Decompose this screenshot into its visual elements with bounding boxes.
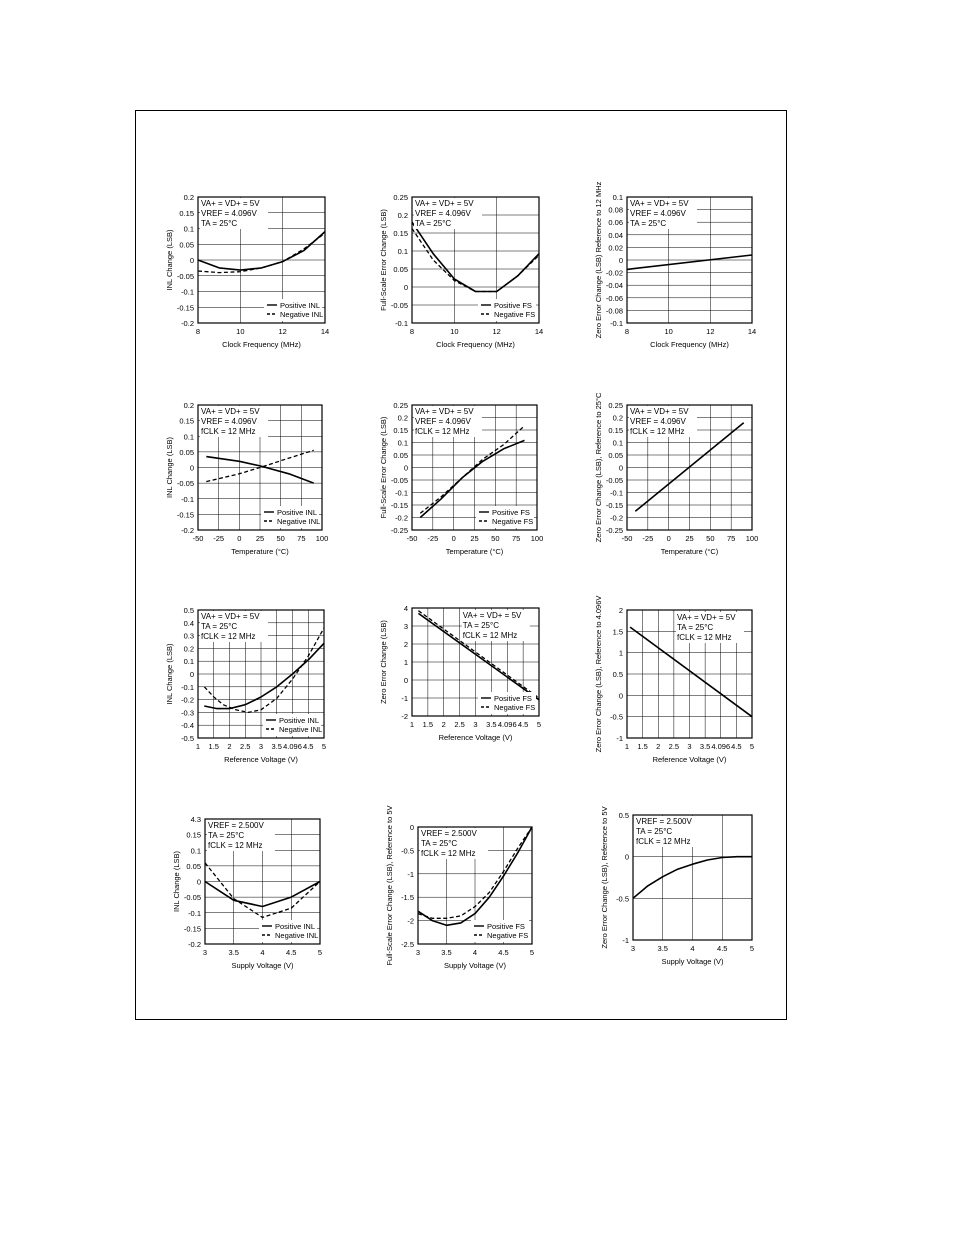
y-tick-label: -0.05 xyxy=(176,271,194,281)
x-tick-label: 14 xyxy=(320,327,330,336)
y-tick-label: -0.4 xyxy=(181,721,194,731)
chart-panel-10 xyxy=(172,815,322,970)
y-tick-label: 0.15 xyxy=(393,229,408,238)
x-tick-label: 2.5 xyxy=(454,720,465,729)
y-tick-label: 0.05 xyxy=(393,451,408,460)
y-tick-label: -1 xyxy=(622,936,629,945)
y-tick-label: -2 xyxy=(407,916,414,926)
x-tick-label: 12 xyxy=(706,327,715,336)
x-tick-label: 3 xyxy=(202,948,208,957)
condition-text: VA+ = VD+ = 5V xyxy=(630,199,689,208)
y-tick-label: 0.2 xyxy=(397,413,408,423)
x-tick-label: 2.5 xyxy=(240,742,251,751)
x-tick-label: 0 xyxy=(451,534,456,543)
condition-text: fCLK = 12 MHz xyxy=(677,633,732,642)
condition-text: TA = 25°C xyxy=(636,827,673,836)
y-tick-label: -0.15 xyxy=(390,501,408,510)
y-tick-label: -0.1 xyxy=(188,908,201,918)
y-tick-label: 0.25 xyxy=(608,401,623,410)
x-tick-label: 10 xyxy=(664,327,673,336)
series-line-2 xyxy=(412,229,539,292)
y-axis-label: Zero Error Change (LSB), Reference to 25°C xyxy=(594,392,603,543)
x-tick-label: 1 xyxy=(624,742,630,751)
series-line-1 xyxy=(627,255,752,269)
y-tick-label: 0 xyxy=(189,463,194,473)
chart-panel-11 xyxy=(385,805,534,970)
y-tick-label: 0 xyxy=(409,823,414,832)
x-tick-label: 14 xyxy=(534,327,544,336)
y-tick-label: 0.06 xyxy=(608,218,623,228)
condition-text: fCLK = 12 MHz xyxy=(415,427,470,436)
y-tick-label: 0.15 xyxy=(608,426,623,435)
y-axis-label: Full-Scale Error Change (LSB), Reference to 5V xyxy=(385,805,394,966)
x-tick-label: -25 xyxy=(642,534,654,543)
y-tick-label: 0.1 xyxy=(612,193,623,202)
y-tick-label: 0.05 xyxy=(179,240,194,250)
legend-entry: Positive INL xyxy=(279,716,320,725)
x-tick-label: 3.5 xyxy=(441,948,452,957)
y-tick-label: -0.5 xyxy=(610,712,623,722)
y-axis-label: Full-Scale Error Change (LSB) xyxy=(379,416,388,519)
legend-entry: Negative INL xyxy=(277,517,321,526)
condition-text: VA+ = VD+ = 5V xyxy=(201,612,260,621)
condition-text: fCLK = 12 MHz xyxy=(462,631,518,640)
y-tick-label: -1 xyxy=(616,734,623,743)
chart-panel-5 xyxy=(379,401,543,556)
y-axis-label: INL Change (LSB) xyxy=(172,850,181,913)
x-tick-label: 3.5 xyxy=(271,742,282,751)
y-tick-label: -2 xyxy=(401,712,408,721)
x-tick-label: 50 xyxy=(491,534,500,543)
y-tick-label: 4 xyxy=(403,604,408,613)
x-axis-label: Reference Voltage (V) xyxy=(438,733,513,742)
x-tick-label: 2.5 xyxy=(668,742,680,751)
legend-entry: Positive FS xyxy=(487,922,525,931)
y-tick-label: 0.15 xyxy=(179,416,194,426)
y-tick-label: 0 xyxy=(403,463,408,473)
x-tick-label: 4.5 xyxy=(731,742,742,751)
x-tick-label: 75 xyxy=(511,534,521,543)
x-tick-label: 3 xyxy=(687,742,692,751)
y-tick-label: 3 xyxy=(403,622,408,631)
y-tick-label: 0.05 xyxy=(179,447,194,457)
y-tick-label: 0 xyxy=(618,691,623,701)
condition-text: TA = 25°C xyxy=(208,831,245,840)
x-tick-label: 12 xyxy=(278,327,287,336)
y-tick-label: -0.1 xyxy=(181,494,194,504)
y-tick-label: 0.1 xyxy=(397,247,408,256)
y-tick-label: 0.15 xyxy=(179,208,194,218)
y-tick-label: 2 xyxy=(618,606,623,615)
y-tick-label: 0.5 xyxy=(612,670,623,679)
y-tick-label: 0.2 xyxy=(183,401,194,410)
condition-text: VA+ = VD+ = 5V xyxy=(462,611,522,620)
x-axis-label: Reference Voltage (V) xyxy=(652,755,727,764)
x-tick-label: 25 xyxy=(255,534,265,543)
x-tick-label: 5 xyxy=(317,948,323,957)
y-tick-label: -0.2 xyxy=(188,940,201,949)
y-tick-label: 0.3 xyxy=(183,631,194,641)
y-axis-label: INL Change (LSB) xyxy=(165,229,174,291)
y-tick-label: 0.1 xyxy=(183,224,194,234)
series-line-1 xyxy=(420,440,524,517)
y-tick-label: -1 xyxy=(407,869,414,879)
x-tick-label: 5 xyxy=(749,944,755,953)
legend-entry: Positive INL xyxy=(277,508,318,517)
x-tick-label: 5 xyxy=(536,720,542,729)
series-line-1 xyxy=(204,643,324,708)
y-tick-label: -0.05 xyxy=(605,476,623,485)
condition-text: fCLK = 12 MHz xyxy=(208,841,263,850)
condition-text: VA+ = VD+ = 5V xyxy=(201,199,260,208)
y-tick-label: -0.1 xyxy=(181,287,194,297)
condition-text: fCLK = 12 MHz xyxy=(201,427,256,436)
y-tick-label: 0.08 xyxy=(608,205,623,215)
x-tick-label: 12 xyxy=(492,327,501,336)
y-tick-label: -0.2 xyxy=(610,513,623,523)
y-tick-label: 0.1 xyxy=(397,438,408,448)
x-axis-label: Clock Frequency (MHz) xyxy=(650,340,729,349)
y-tick-label: 0.25 xyxy=(393,401,408,410)
y-axis-label: INL Change (LSB) xyxy=(165,643,174,705)
y-tick-label: 2 xyxy=(403,640,408,649)
y-tick-label: -0.2 xyxy=(181,319,194,328)
condition-text: TA = 25°C xyxy=(462,621,499,630)
x-tick-label: 4.096 xyxy=(283,742,302,751)
y-tick-label: 0 xyxy=(618,463,623,473)
x-tick-label: 3.5 xyxy=(486,720,497,729)
y-tick-label: -2.5 xyxy=(401,940,414,949)
y-tick-label: 1.5 xyxy=(612,627,623,637)
x-tick-label: 5 xyxy=(749,742,755,751)
x-axis-label: Temperature (°C) xyxy=(445,547,504,556)
x-tick-label: 100 xyxy=(745,534,759,543)
condition-text: VA+ = VD+ = 5V xyxy=(201,407,260,416)
y-tick-label: 1 xyxy=(403,658,408,667)
legend-entry: Positive INL xyxy=(275,922,316,931)
x-tick-label: 3.5 xyxy=(228,948,239,957)
condition-text: fCLK = 12 MHz xyxy=(630,427,685,436)
y-tick-label: -0.15 xyxy=(176,303,194,313)
x-tick-label: 3 xyxy=(473,720,478,729)
y-tick-label: 0.1 xyxy=(183,432,194,442)
y-tick-label: 0 xyxy=(618,256,623,265)
legend-entry: Negative FS xyxy=(492,517,534,526)
x-axis-label: Clock Frequency (MHz) xyxy=(222,340,301,349)
x-tick-label: 2 xyxy=(441,720,446,729)
x-axis-label: Supply Voltage (V) xyxy=(231,961,294,970)
y-tick-label: -0.3 xyxy=(181,708,194,718)
x-tick-label: 4.5 xyxy=(517,720,529,729)
legend-entry: Negative INL xyxy=(280,310,324,319)
y-tick-label: 0.5 xyxy=(183,606,194,615)
x-tick-label: 75 xyxy=(297,534,306,543)
condition-text: TA = 25°C xyxy=(201,622,238,631)
x-tick-label: -50 xyxy=(621,534,633,543)
y-tick-label: -0.15 xyxy=(605,501,623,510)
chart-panel-3 xyxy=(594,181,756,349)
condition-text: VREF = 4.096V xyxy=(201,209,257,218)
y-tick-label: -0.1 xyxy=(610,319,623,328)
x-tick-label: 100 xyxy=(315,534,329,543)
y-tick-label: -1.5 xyxy=(401,893,414,903)
x-tick-label: 8 xyxy=(195,327,201,336)
x-tick-label: 3.5 xyxy=(657,944,668,953)
y-tick-label: 0.4 xyxy=(183,618,194,628)
y-tick-label: 0.15 xyxy=(393,426,408,435)
y-axis-label: Zero Error Change (LSB), Reference to 4.096V xyxy=(594,595,603,753)
legend-entry: Negative FS xyxy=(494,703,536,712)
x-tick-label: 4 xyxy=(260,948,265,957)
x-tick-label: 0 xyxy=(237,534,242,543)
y-tick-label: -0.2 xyxy=(181,695,194,705)
legend-entry: Negative FS xyxy=(487,931,529,940)
x-tick-label: 4.5 xyxy=(717,944,728,953)
x-axis-label: Supply Voltage (V) xyxy=(661,957,724,966)
x-axis-label: Temperature (°C) xyxy=(231,547,289,556)
y-tick-label: 4.3 xyxy=(190,815,201,824)
condition-text: VREF = 4.096V xyxy=(630,209,686,218)
x-tick-label: 14 xyxy=(747,327,757,336)
x-tick-label: 4 xyxy=(690,944,695,953)
y-tick-label: 1 xyxy=(618,648,623,658)
condition-text: TA = 25°C xyxy=(421,839,458,848)
y-tick-label: 0 xyxy=(624,852,629,862)
condition-text: VREF = 2.500V xyxy=(208,821,264,830)
legend-entry: Negative FS xyxy=(494,310,536,319)
legend-entry: Positive FS xyxy=(494,301,532,310)
condition-text: VA+ = VD+ = 5V xyxy=(415,407,474,416)
y-tick-label: 0 xyxy=(196,877,201,887)
x-tick-label: 5 xyxy=(529,948,535,957)
condition-text: TA = 25°C xyxy=(630,219,667,228)
y-axis-label: Zero Error Change (LSB), Reference to 5V xyxy=(600,806,609,949)
condition-text: TA = 25°C xyxy=(677,623,714,632)
legend-entry: Positive FS xyxy=(492,508,530,517)
y-tick-label: 0.2 xyxy=(397,211,408,220)
x-tick-label: 2 xyxy=(656,742,661,751)
condition-text: VREF = 2.500V xyxy=(421,829,477,838)
y-tick-label: 0 xyxy=(403,283,408,292)
y-axis-label: Zero Error Change (LSB) xyxy=(379,620,388,704)
x-tick-label: 4.096 xyxy=(497,720,517,729)
y-axis-label: INL Change (LSB) xyxy=(165,436,174,499)
x-tick-label: 2 xyxy=(227,742,232,751)
y-tick-label: -0.15 xyxy=(176,510,194,520)
y-tick-label: -0.25 xyxy=(605,526,623,535)
y-tick-label: -0.5 xyxy=(616,894,629,904)
legend-entry: Negative INL xyxy=(275,931,319,940)
condition-text: fCLK = 12 MHz xyxy=(636,837,691,846)
y-tick-label: -0.05 xyxy=(390,301,408,310)
x-axis-label: Reference Voltage (V) xyxy=(224,755,298,764)
x-tick-label: 1.5 xyxy=(422,720,434,729)
legend-entry: Negative INL xyxy=(279,725,323,734)
chart-panel-8 xyxy=(379,604,541,742)
x-tick-label: -50 xyxy=(406,534,418,543)
y-tick-label: 0.05 xyxy=(186,861,201,871)
x-tick-label: 3 xyxy=(258,742,264,751)
x-tick-label: -25 xyxy=(213,534,225,543)
y-tick-label: -0.5 xyxy=(181,734,194,743)
chart-panel-12 xyxy=(600,806,754,966)
x-axis-label: Supply Voltage (V) xyxy=(443,961,507,970)
y-tick-label: -0.05 xyxy=(390,476,408,485)
y-tick-label: 0.02 xyxy=(608,243,623,253)
y-tick-label: 0.2 xyxy=(612,413,623,423)
x-tick-label: -50 xyxy=(192,534,204,543)
y-tick-label: -0.1 xyxy=(181,682,194,692)
y-tick-label: -0.5 xyxy=(401,846,414,856)
x-tick-label: 10 xyxy=(450,327,459,336)
chart-panel-4 xyxy=(165,401,328,556)
y-tick-label: -0.25 xyxy=(390,526,408,535)
chart-panel-9 xyxy=(594,596,754,764)
y-tick-label: -0.1 xyxy=(610,488,623,498)
y-axis-label: Zero Error Change (LSB) Reference to 12 MHz xyxy=(594,181,603,339)
y-tick-label: -0.08 xyxy=(605,306,623,316)
chart-panel-2 xyxy=(379,193,543,349)
x-tick-label: 3.5 xyxy=(699,742,711,751)
condition-text: VA+ = VD+ = 5V xyxy=(415,199,474,208)
condition-text: VREF = 4.096V xyxy=(201,417,257,426)
y-tick-label: 0.15 xyxy=(186,830,201,840)
x-tick-label: 10 xyxy=(236,327,245,336)
y-tick-label: -0.04 xyxy=(605,281,623,291)
x-tick-label: 4.5 xyxy=(498,948,509,957)
y-tick-label: 0.05 xyxy=(608,451,623,460)
x-tick-label: 50 xyxy=(276,534,285,543)
x-tick-label: 5 xyxy=(321,742,327,751)
x-tick-label: 8 xyxy=(409,327,415,336)
x-tick-label: 1 xyxy=(409,720,415,729)
x-tick-label: 4.096 xyxy=(711,742,731,751)
condition-text: VA+ = VD+ = 5V xyxy=(630,407,689,416)
condition-text: VREF = 4.096V xyxy=(415,417,471,426)
x-tick-label: 25 xyxy=(685,534,694,543)
y-tick-label: 0.2 xyxy=(183,644,194,654)
y-tick-label: -0.05 xyxy=(183,893,201,903)
y-tick-label: -0.2 xyxy=(395,513,408,523)
y-axis-label: Full-Scale Error Change (LSB) xyxy=(379,209,388,311)
chart-panel-1 xyxy=(165,193,329,349)
x-tick-label: 1 xyxy=(195,742,201,751)
y-tick-label: -0.06 xyxy=(605,293,623,303)
condition-text: VA+ = VD+ = 5V xyxy=(677,613,736,622)
condition-text: VREF = 2.500V xyxy=(636,817,692,826)
chart-panel-6 xyxy=(594,392,758,556)
x-tick-label: 4.5 xyxy=(303,742,314,751)
x-tick-label: 4 xyxy=(472,948,478,957)
x-tick-label: 3 xyxy=(415,948,421,957)
x-tick-label: 3 xyxy=(630,944,636,953)
condition-text: fCLK = 12 MHz xyxy=(421,849,476,858)
series-line-1 xyxy=(198,232,325,271)
x-tick-label: 50 xyxy=(706,534,715,543)
condition-text: VREF = 4.096V xyxy=(415,209,471,218)
x-tick-label: 100 xyxy=(530,534,544,543)
y-tick-label: 0.04 xyxy=(608,230,623,240)
x-axis-label: Temperature (°C) xyxy=(660,547,719,556)
y-tick-label: -0.15 xyxy=(183,924,201,934)
y-tick-label: 0.1 xyxy=(190,846,201,856)
y-tick-label: -0.2 xyxy=(181,526,194,535)
y-tick-label: -0.1 xyxy=(395,319,408,328)
condition-text: fCLK = 12 MHz xyxy=(201,632,256,641)
y-tick-label: -1 xyxy=(401,694,408,703)
legend-entry: Positive FS xyxy=(494,694,532,703)
x-axis-label: Clock Frequency (MHz) xyxy=(436,340,515,349)
x-tick-label: 8 xyxy=(624,327,630,336)
x-tick-label: 75 xyxy=(726,534,736,543)
y-tick-label: 0.2 xyxy=(183,193,194,202)
x-tick-label: 1.5 xyxy=(208,742,219,751)
y-tick-label: 0 xyxy=(403,676,408,685)
condition-text: TA = 25°C xyxy=(415,219,452,228)
y-tick-label: -0.05 xyxy=(176,479,194,489)
y-tick-label: 0.5 xyxy=(618,811,629,820)
condition-text: VREF = 4.096V xyxy=(630,417,686,426)
x-tick-label: 0 xyxy=(666,534,671,543)
x-tick-label: 4.5 xyxy=(286,948,297,957)
chart-panel-7 xyxy=(165,606,326,764)
x-tick-label: 25 xyxy=(470,534,479,543)
legend-entry: Positive INL xyxy=(280,301,321,310)
y-tick-label: 0.05 xyxy=(393,265,408,274)
y-tick-label: -0.02 xyxy=(605,268,623,278)
y-tick-label: -0.1 xyxy=(395,488,408,498)
condition-text: TA = 25°C xyxy=(201,219,238,228)
y-tick-label: 0.1 xyxy=(612,438,623,448)
x-tick-label: 1.5 xyxy=(637,742,648,751)
y-tick-label: 0 xyxy=(189,256,194,265)
y-tick-label: 0.1 xyxy=(183,657,194,667)
y-tick-label: 0.25 xyxy=(393,193,408,202)
y-tick-label: 0 xyxy=(189,670,194,679)
x-tick-label: -25 xyxy=(427,534,439,543)
